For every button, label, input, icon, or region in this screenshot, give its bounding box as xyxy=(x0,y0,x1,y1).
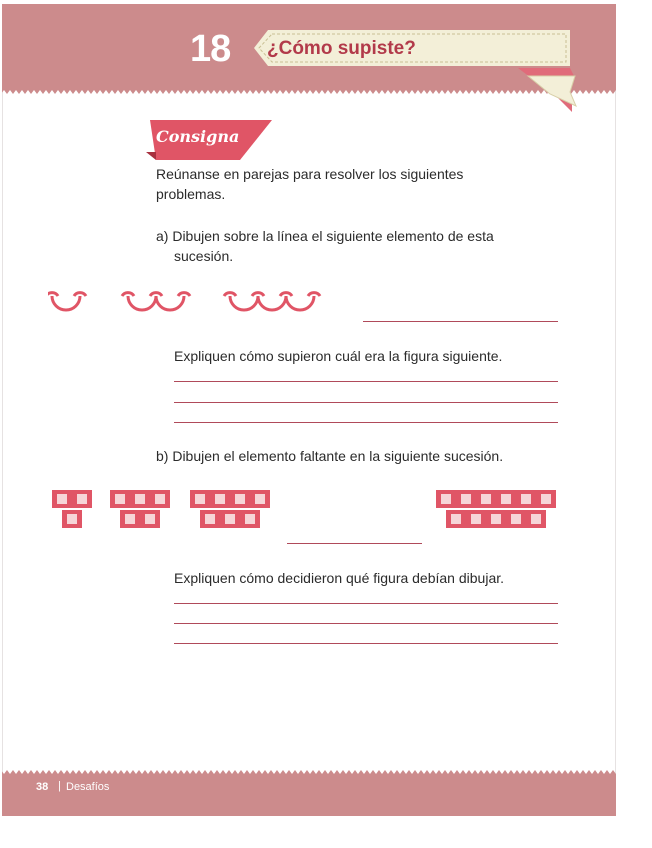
arc-segment xyxy=(156,296,184,310)
block-square xyxy=(511,514,521,524)
block-square xyxy=(481,494,491,504)
block-square xyxy=(195,494,205,504)
block-square xyxy=(155,494,165,504)
arc-cap xyxy=(252,293,264,296)
block-square xyxy=(115,494,125,504)
block-square xyxy=(205,514,215,524)
block-square xyxy=(501,494,511,504)
page-title: ¿Cómo supiste? xyxy=(267,38,416,59)
block-sequence xyxy=(48,486,563,536)
answer-line-b[interactable] xyxy=(287,543,422,544)
block-square xyxy=(145,514,155,524)
block-square xyxy=(521,494,531,504)
arc-figure-3 xyxy=(224,293,320,310)
arc-segment xyxy=(128,296,156,310)
block-square xyxy=(471,514,481,524)
problem-a-prompt: a) Dibujen sobre la línea el siguiente elemento de esta sucesión. xyxy=(156,228,494,264)
arc-cap xyxy=(178,293,190,296)
problem-b-prompt: b) Dibujen el elemento faltante en la siguiente sucesión. xyxy=(156,448,504,464)
arc-segment xyxy=(52,296,80,310)
problem-a-explain: Expliquen cómo supieron cuál era la figura siguiente. xyxy=(174,348,503,364)
arc-cap xyxy=(308,293,320,296)
footer-book-title: Desafíos xyxy=(66,781,110,793)
block-square xyxy=(531,514,541,524)
arc-figure-2 xyxy=(122,293,190,310)
arc-cap xyxy=(48,293,58,296)
explain-line-a-3[interactable] xyxy=(174,422,558,423)
explain-line-a-1[interactable] xyxy=(174,381,558,382)
block-square xyxy=(77,494,87,504)
explain-line-b-3[interactable] xyxy=(174,643,558,644)
consigna-label: Consigna xyxy=(156,127,240,146)
arc-segment xyxy=(286,296,314,310)
block-row xyxy=(436,490,556,508)
block-square xyxy=(67,514,77,524)
block-square xyxy=(215,494,225,504)
block-figure-3 xyxy=(190,490,270,528)
explain-line-a-2[interactable] xyxy=(174,402,558,403)
block-square xyxy=(135,494,145,504)
instructions-text: Reúnanse en parejas para resolver los siguientes problemas. xyxy=(156,166,464,202)
problem-b-explain: Expliquen cómo decidieron qué figura debían dibujar. xyxy=(174,570,505,586)
block-square xyxy=(255,494,265,504)
block-figure-4 xyxy=(436,490,556,528)
block-square xyxy=(451,514,461,524)
block-square xyxy=(491,514,501,524)
arc-cap xyxy=(74,293,86,296)
arc-segment xyxy=(258,296,286,310)
block-square xyxy=(441,494,451,504)
block-square xyxy=(57,494,67,504)
explain-line-b-1[interactable] xyxy=(174,603,558,604)
block-square xyxy=(245,514,255,524)
block-figure-1 xyxy=(52,490,92,528)
arc-cap xyxy=(122,293,134,296)
arc-sequence xyxy=(48,282,360,322)
arc-cap xyxy=(224,293,236,296)
page xyxy=(2,4,616,816)
arc-cap xyxy=(150,293,162,296)
arc-segment xyxy=(230,296,258,310)
footer-separator: | xyxy=(58,780,61,792)
arc-figure-1 xyxy=(48,293,86,310)
block-square xyxy=(125,514,135,524)
block-square xyxy=(541,494,551,504)
block-figure-2 xyxy=(110,490,170,528)
arc-cap xyxy=(280,293,292,296)
block-square xyxy=(235,494,245,504)
explain-line-b-2[interactable] xyxy=(174,623,558,624)
lesson-number: 18 xyxy=(190,28,231,70)
block-square xyxy=(225,514,235,524)
page-number: 38 xyxy=(36,781,49,793)
answer-line-a[interactable] xyxy=(363,321,558,322)
block-square xyxy=(461,494,471,504)
